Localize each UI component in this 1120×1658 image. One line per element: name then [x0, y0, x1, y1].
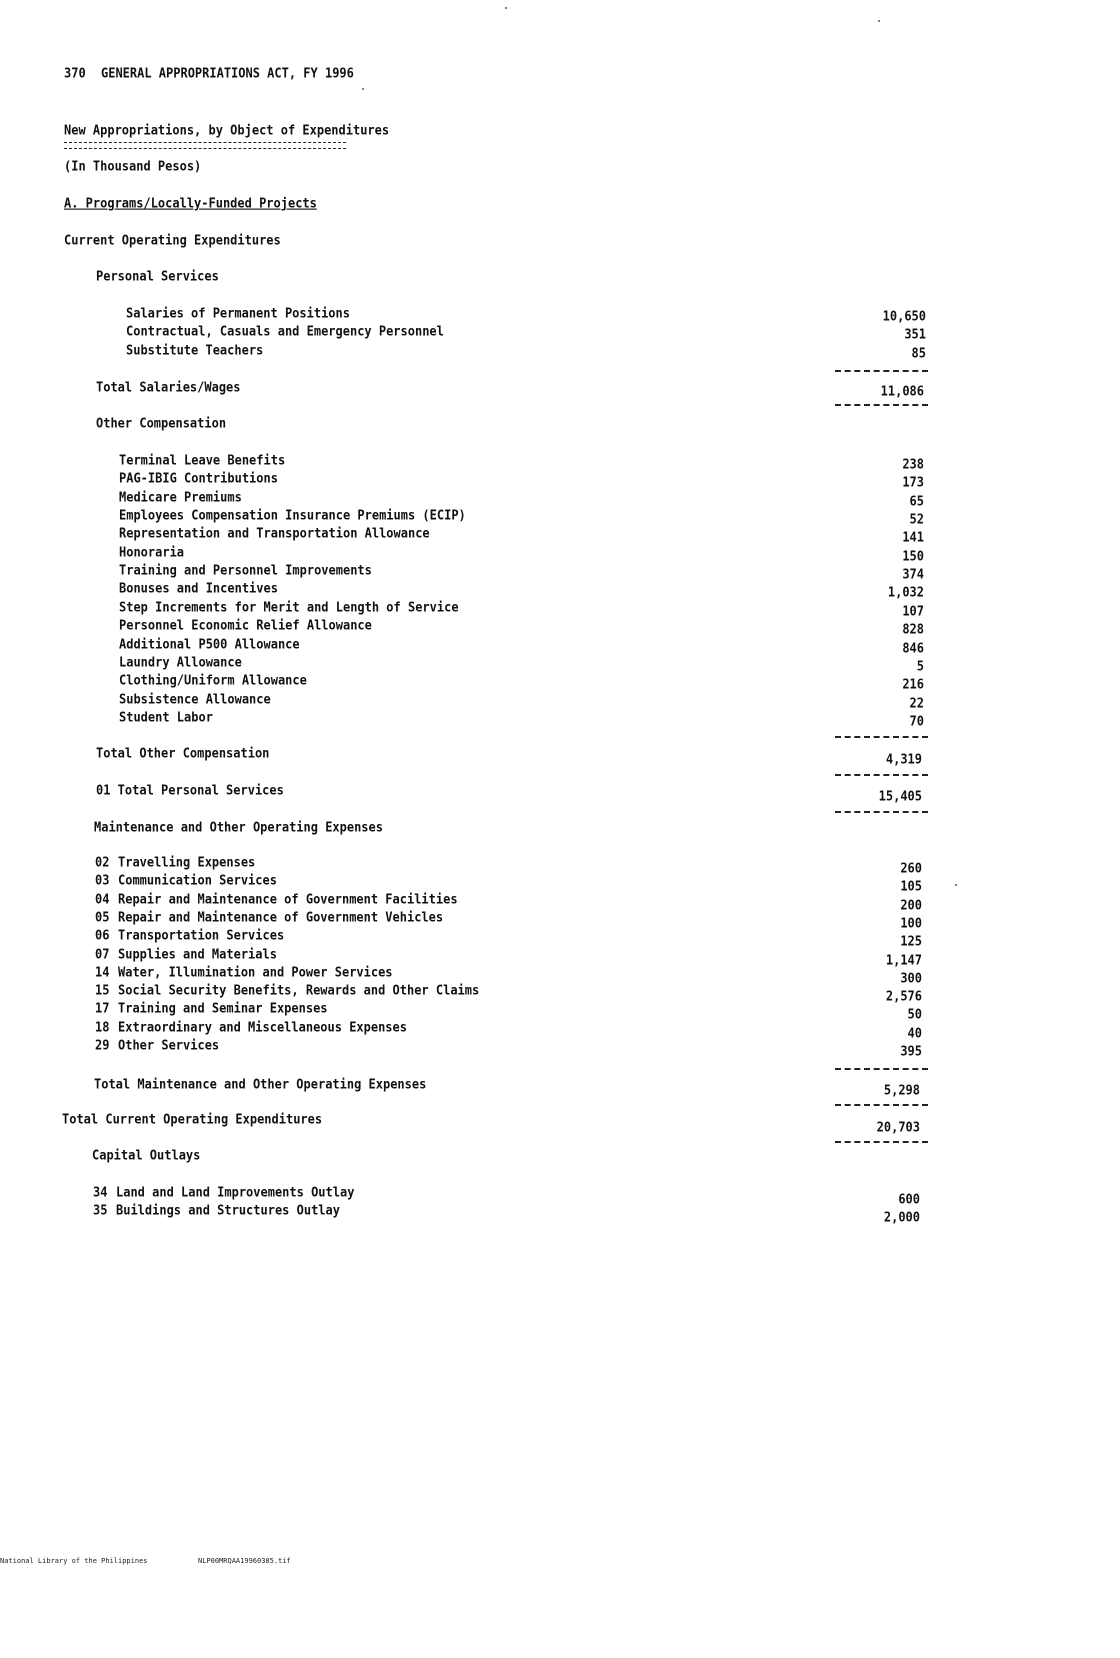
line-item-label: Employees Compensation Insurance Premiums (ECIP) — [119, 507, 466, 523]
line-item-value: 260 — [900, 860, 922, 876]
line-item-label: Extraordinary and Miscellaneous Expenses — [118, 1018, 407, 1035]
page-number: 370 — [64, 65, 86, 81]
other-compensation-heading: Other Compensation — [96, 415, 227, 431]
line-item-value: 107 — [902, 602, 924, 619]
line-item-value: 150 — [902, 547, 924, 564]
section-heading: A. Programs/Locally-Funded Projects — [64, 195, 317, 211]
line-item-value: 70 — [909, 713, 924, 729]
line-item-label: Additional P500 Allowance — [119, 635, 300, 652]
line-item-label: Supplies and Materials — [118, 945, 277, 962]
line-item-label: Terminal Leave Benefits — [119, 452, 286, 468]
line-item-value: 5 — [916, 657, 924, 674]
line-item-label: Bonuses and Incentives — [119, 580, 278, 597]
line-item-label: Personnel Economic Relief Allowance — [119, 617, 372, 633]
subtotal-rule — [835, 370, 928, 372]
scan-speck — [955, 884, 957, 886]
capital-outlays-heading: Capital Outlays — [92, 1147, 201, 1163]
line-item-label: Step Increments for Merit and Length of Service — [119, 598, 459, 615]
subtotal-rule — [835, 811, 928, 813]
footer-file: NLP00MRQAA19960385.tif — [198, 1557, 291, 1565]
line-item-value: 846 — [902, 639, 924, 656]
line-item-label: Honoraria — [119, 543, 185, 560]
line-item-label: Training and Personnel Improvements — [119, 562, 372, 578]
line-item-label: Laundry Allowance — [119, 653, 242, 670]
line-item-label: Student Labor — [119, 709, 213, 725]
footer-library: National Library of the Philippines — [0, 1557, 148, 1565]
total-personal-services-label: 01 Total Personal Services — [96, 782, 284, 798]
scan-speck — [505, 7, 507, 9]
line-item-code: 06 — [95, 927, 110, 943]
line-item-code: 03 — [95, 872, 110, 889]
line-item-value: 52 — [909, 511, 924, 527]
line-item-code: 35 — [93, 1202, 108, 1219]
line-item-label: Travelling Expenses — [118, 854, 256, 870]
scan-speck — [362, 88, 364, 90]
line-item-value: 828 — [902, 621, 924, 637]
line-item-value: 125 — [900, 933, 922, 949]
line-item-label: Repair and Maintenance of Government Facilities — [118, 890, 458, 907]
line-item-label: Water, Illumination and Power Services — [118, 963, 393, 980]
line-item-value: 200 — [900, 896, 922, 913]
line-item-value: 600 — [898, 1191, 920, 1207]
scan-speck — [878, 20, 880, 22]
line-item-code: 07 — [95, 945, 110, 962]
line-item-label: Communication Services — [118, 872, 277, 889]
subtotal-rule — [835, 1141, 928, 1143]
line-item-label: Medicare Premiums — [119, 488, 242, 505]
line-item-value: 216 — [902, 676, 924, 692]
line-item-code: 17 — [95, 1000, 110, 1017]
line-item-label: Contractual, Casuals and Emergency Personnel — [126, 323, 444, 340]
line-item-code: 04 — [95, 890, 110, 907]
line-item-label: Substitute Teachers — [126, 341, 264, 358]
subtotal-rule — [835, 1104, 928, 1106]
line-item-value: 1,147 — [885, 951, 922, 968]
line-item-code: 15 — [95, 982, 110, 998]
line-item-value: 85 — [911, 344, 926, 361]
total-other-compensation-value: 4,319 — [885, 751, 922, 767]
line-item-label: Salaries of Permanent Positions — [126, 305, 350, 321]
line-item-value: 351 — [904, 326, 926, 343]
personal-services-heading: Personal Services — [96, 268, 219, 284]
line-item-value: 65 — [909, 492, 924, 509]
line-item-code: 29 — [95, 1037, 110, 1053]
line-item-label: PAG-IBIG Contributions — [119, 470, 278, 487]
line-item-code: 02 — [95, 854, 110, 870]
line-item-label: Buildings and Structures Outlay — [116, 1202, 340, 1219]
line-item-value: 141 — [902, 529, 924, 546]
line-item-value: 100 — [900, 915, 922, 931]
double-rule — [64, 142, 346, 149]
mooe-heading: Maintenance and Other Operating Expenses — [94, 819, 383, 835]
page-title: GENERAL APPROPRIATIONS ACT, FY 1996 — [101, 65, 354, 81]
line-item-code: 14 — [95, 963, 110, 980]
subtotal-rule — [835, 404, 928, 406]
line-item-code: 05 — [95, 909, 110, 925]
line-item-value: 22 — [909, 694, 924, 711]
current-operating-heading: Current Operating Expenditures — [64, 232, 281, 248]
line-item-label: Other Services — [118, 1037, 220, 1053]
total-personal-services-value: 15,405 — [878, 788, 922, 804]
line-item-value: 2,000 — [883, 1209, 920, 1226]
line-item-value: 1,032 — [887, 584, 924, 601]
line-item-label: Repair and Maintenance of Government Vehicles — [118, 909, 444, 925]
line-item-value: 105 — [900, 878, 922, 895]
line-item-value: 50 — [907, 1006, 922, 1023]
line-item-value: 374 — [902, 566, 924, 582]
line-item-label: Training and Seminar Expenses — [118, 1000, 328, 1017]
total-mooe-label: Total Maintenance and Other Operating Expenses — [94, 1076, 427, 1092]
line-item-value: 300 — [900, 969, 922, 986]
line-item-value: 173 — [902, 474, 924, 491]
subtotal-rule — [835, 736, 928, 738]
document-subtitle: New Appropriations, by Object of Expenditures — [64, 122, 390, 138]
line-item-label: Land and Land Improvements Outlay — [116, 1184, 355, 1200]
line-item-label: Transportation Services — [118, 927, 285, 943]
units-note: (In Thousand Pesos) — [64, 158, 202, 174]
line-item-code: 34 — [93, 1184, 108, 1200]
total-current-label: Total Current Operating Expenditures — [62, 1111, 323, 1127]
line-item-label: Representation and Transportation Allowance — [119, 525, 430, 542]
total-other-compensation-label: Total Other Compensation — [96, 745, 270, 761]
line-item-value: 238 — [902, 456, 924, 472]
line-item-code: 18 — [95, 1018, 110, 1035]
line-item-label: Subsistence Allowance — [119, 690, 271, 707]
total-mooe-value: 5,298 — [883, 1082, 920, 1098]
total-salaries-label: Total Salaries/Wages — [96, 379, 241, 395]
line-item-label: Clothing/Uniform Allowance — [119, 672, 307, 688]
line-item-value: 10,650 — [882, 308, 926, 324]
total-salaries-value: 11,086 — [880, 383, 924, 399]
total-current-value: 20,703 — [876, 1119, 920, 1135]
subtotal-rule — [835, 1068, 928, 1070]
line-item-value: 2,576 — [885, 988, 922, 1004]
line-item-label: Social Security Benefits, Rewards and Other Claims — [118, 982, 480, 998]
line-item-value: 395 — [900, 1043, 922, 1059]
subtotal-rule — [835, 774, 928, 776]
line-item-value: 40 — [907, 1024, 922, 1041]
